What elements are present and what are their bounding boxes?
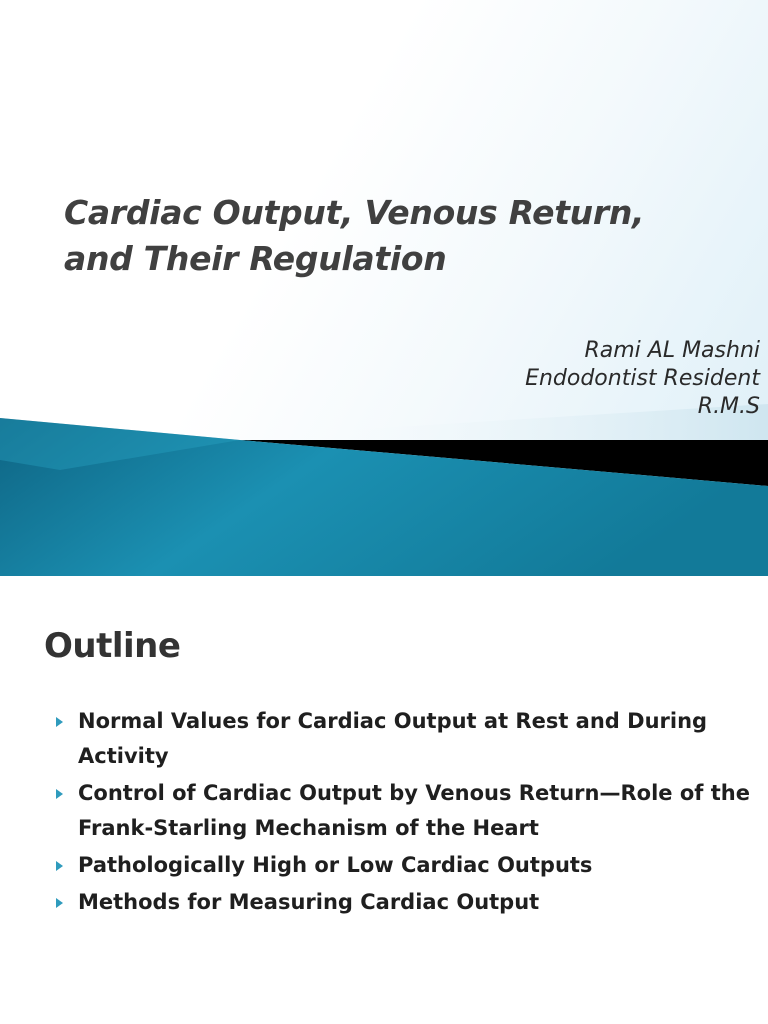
list-item	[52, 704, 752, 774]
list-item-text: Pathologically High or Low Cardiac Outputs	[78, 853, 593, 877]
slide-title	[64, 190, 744, 282]
triangle-right-icon	[56, 717, 63, 727]
outline-heading: Outline	[44, 626, 181, 666]
title-line: and Their Regulation	[64, 239, 447, 278]
list-item-text: Normal Values for Cardiac Output at Rest and During Activity	[78, 709, 708, 768]
author-role: Endodontist Resident	[525, 366, 760, 391]
outline-slide	[0, 576, 768, 1024]
author-name: Rami AL Mashni	[584, 338, 760, 363]
author-block	[340, 337, 760, 421]
list-item	[52, 848, 752, 883]
outline-list	[52, 704, 752, 922]
list-item-text: Methods for Measuring Cardiac Output	[78, 890, 540, 914]
author-initials: R.M.S	[697, 394, 760, 419]
triangle-right-icon	[56, 789, 63, 799]
triangle-right-icon	[56, 898, 63, 908]
list-item-text: Control of Cardiac Output by Venous Return—Role of the Frank-Starling Mechanism of the Heart	[78, 781, 750, 840]
list-item	[52, 885, 752, 920]
title-line: Cardiac Output, Venous Return,	[64, 193, 645, 232]
list-item	[52, 776, 752, 846]
triangle-right-icon	[56, 861, 63, 871]
